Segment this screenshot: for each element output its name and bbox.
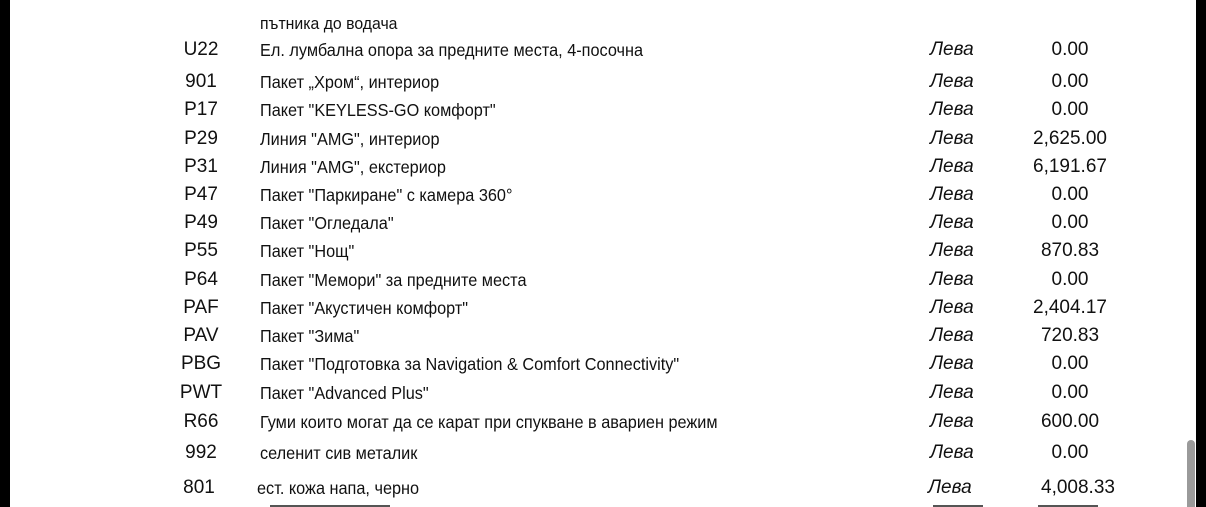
currency-label: Лева (930, 71, 974, 92)
option-code: P49 (184, 212, 218, 233)
option-code: P47 (184, 184, 218, 205)
currency-label: Лева (930, 99, 974, 120)
table-row (10, 96, 1196, 124)
option-amount: 0.00 (1051, 212, 1089, 233)
option-amount: 4,008.33 (1041, 477, 1115, 498)
option-description: Пакет „Хром“, интериор (260, 72, 440, 92)
option-code: PAV (183, 325, 219, 346)
currency-label: Лева (930, 39, 974, 60)
option-description: Пакет "Паркиране" с камера 360° (260, 185, 513, 205)
continued-description: пътника до водача (260, 14, 398, 33)
option-description: селенит сив металик (260, 443, 418, 463)
currency-label: Лева (930, 156, 974, 177)
currency-label: Лева (930, 297, 974, 318)
table-row (10, 68, 1196, 96)
option-code: P55 (184, 240, 218, 261)
option-description: Пакет "Акустичен комфорт" (260, 298, 469, 318)
option-description: Пакет "Advanced Plus" (260, 383, 429, 403)
table-row (10, 153, 1196, 181)
option-amount: 0.00 (1051, 353, 1089, 374)
document-page (10, 0, 1196, 507)
option-code: P29 (184, 128, 218, 149)
table-row (10, 125, 1196, 153)
currency-label: Лева (930, 411, 974, 432)
option-amount: 0.00 (1051, 382, 1089, 403)
option-amount: 0.00 (1051, 269, 1089, 290)
table-row (10, 379, 1196, 407)
option-description: ест. кожа напа, черно (257, 478, 420, 498)
option-description: Гуми които могат да се карат при спукване в авариен режим (260, 412, 718, 432)
option-amount: 6,191.67 (1033, 156, 1107, 177)
table-row (10, 408, 1196, 436)
option-code: PWT (179, 382, 223, 403)
table-row (10, 474, 1196, 502)
table-row (10, 350, 1196, 378)
option-description: Линия "AMG", екстериор (260, 157, 446, 177)
table-row (10, 294, 1196, 322)
option-description: Пакет "Подготовка за Navigation & Comfort Connectivity" (260, 354, 680, 374)
option-amount: 0.00 (1051, 71, 1089, 92)
option-code: 992 (185, 442, 217, 463)
option-code: 801 (183, 477, 215, 498)
currency-label: Лева (930, 269, 974, 290)
option-code: P64 (184, 269, 218, 290)
table-row (10, 36, 1196, 64)
option-description: Ел. лумбална опора за предните места, 4-посочна (260, 40, 644, 60)
option-description: Пакет "Огледала" (260, 213, 394, 233)
option-amount: 2,404.17 (1033, 297, 1107, 318)
currency-label: Лева (930, 184, 974, 205)
option-amount: 600.00 (1040, 411, 1100, 432)
option-amount: 2,625.00 (1033, 128, 1107, 149)
option-code: P31 (184, 156, 218, 177)
currency-label: Лева (930, 325, 974, 346)
option-amount: 0.00 (1051, 184, 1089, 205)
table-row (10, 209, 1196, 237)
option-description: Линия "AMG", интериор (260, 129, 440, 149)
option-amount: 0.00 (1051, 39, 1089, 60)
option-amount: 0.00 (1051, 442, 1089, 463)
option-description: Пакет "Нощ" (260, 241, 355, 261)
option-code: P17 (184, 99, 218, 120)
option-amount: 870.83 (1040, 240, 1100, 261)
option-description: Пакет "KEYLESS-GO комфорт" (260, 100, 496, 120)
option-code: R66 (183, 411, 219, 432)
table-row (10, 181, 1196, 209)
currency-label: Лева (930, 240, 974, 261)
currency-label: Лева (930, 128, 974, 149)
option-code: U22 (183, 39, 219, 60)
currency-label: Лева (928, 477, 972, 498)
table-row (10, 237, 1196, 265)
option-description: Пакет "Зима" (260, 326, 360, 346)
option-amount: 720.83 (1040, 325, 1100, 346)
option-code: PBG (180, 353, 222, 374)
currency-label: Лева (930, 212, 974, 233)
option-code: 901 (185, 71, 217, 92)
table-row (10, 322, 1196, 350)
currency-label: Лева (930, 353, 974, 374)
option-description: Пакет "Мемори" за предните места (260, 270, 527, 290)
cut-off-next-row (258, 501, 1138, 507)
option-code: PAF (183, 297, 219, 318)
option-amount: 0.00 (1051, 99, 1089, 120)
table-row (10, 266, 1196, 294)
vertical-scrollbar[interactable] (1187, 440, 1195, 507)
currency-label: Лева (930, 442, 974, 463)
currency-label: Лева (930, 382, 974, 403)
table-row (10, 439, 1196, 467)
